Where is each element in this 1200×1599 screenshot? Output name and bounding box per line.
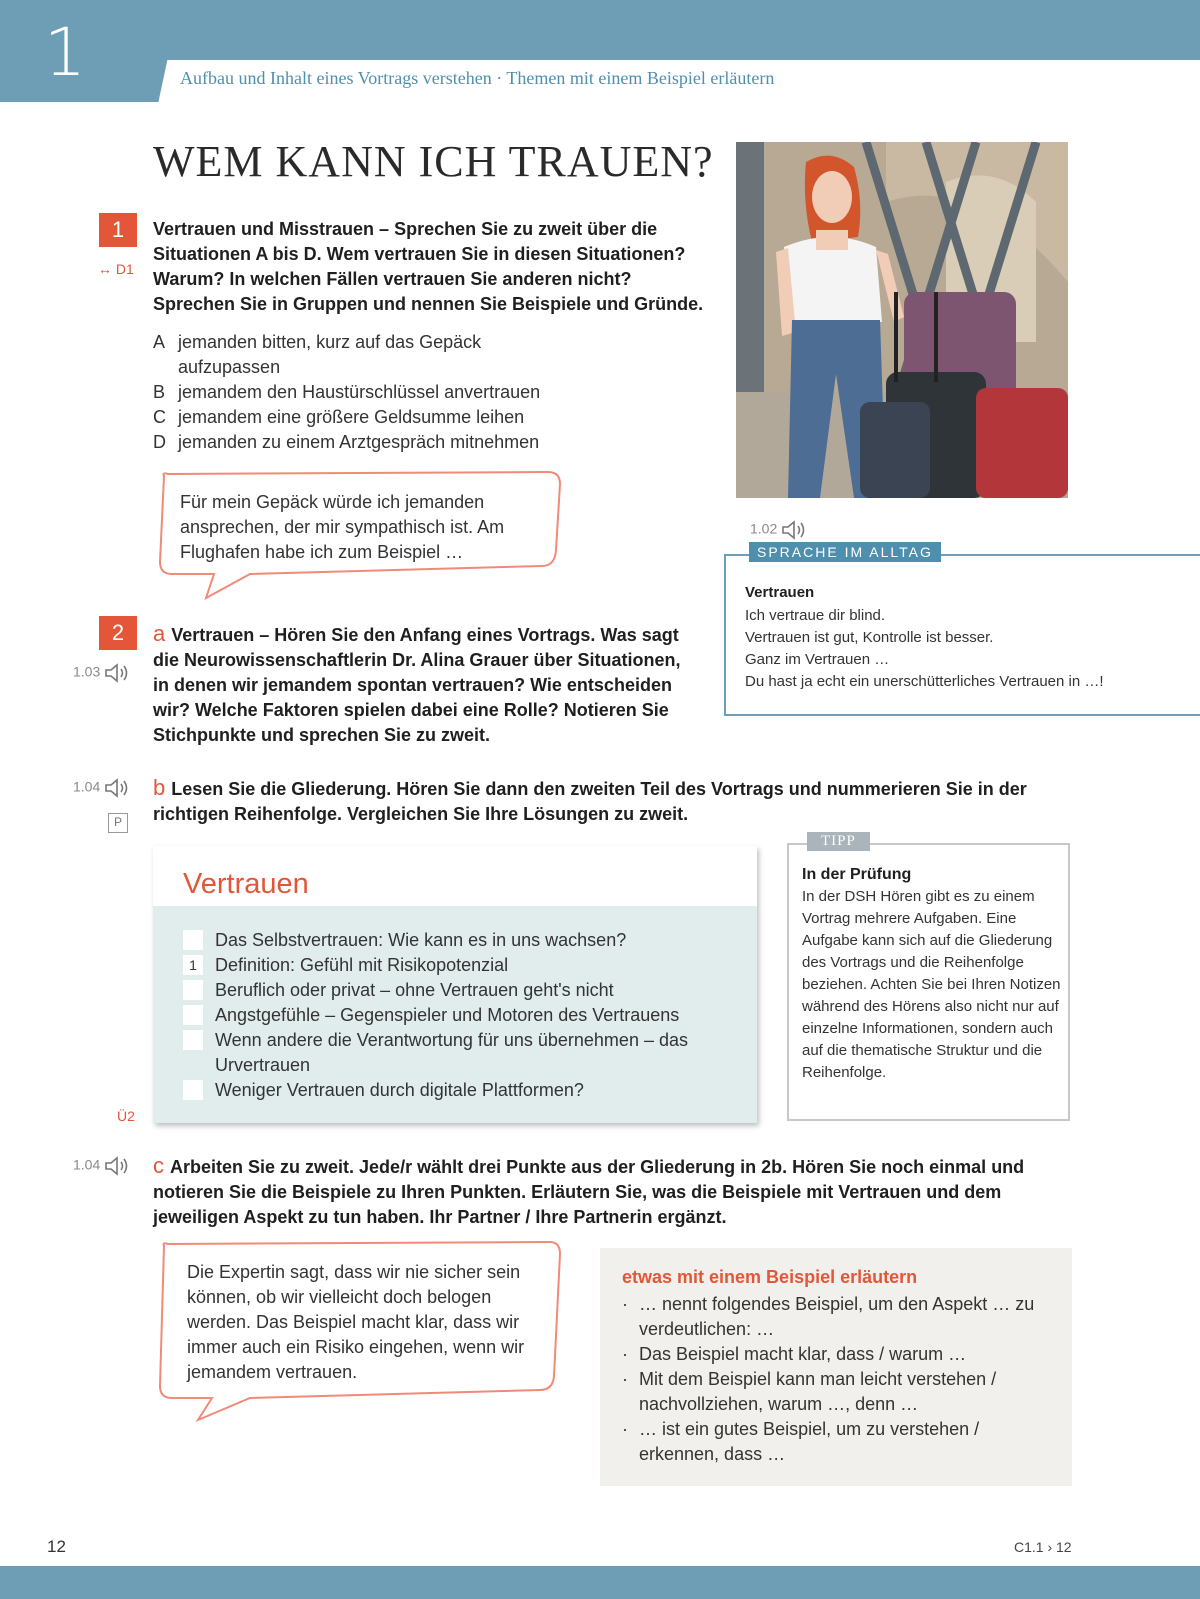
bullet-icon: · [622, 1419, 628, 1439]
gliederung-ref: Ü2 [117, 1108, 135, 1124]
sprache-im-alltag-lines [745, 605, 1104, 693]
list-item [183, 1003, 723, 1028]
audio-code-text: 1.04 [73, 1156, 101, 1173]
task2a-instruction [153, 621, 698, 748]
task2b-instruction [153, 775, 1053, 827]
item-letter: D [153, 432, 166, 452]
list-item [622, 1417, 1047, 1467]
footer-band [0, 1566, 1200, 1599]
item-text: Angstgefühle – Gegenspieler und Motoren des Vertrauens [215, 1005, 680, 1025]
task2-number: 2 [99, 616, 137, 650]
order-checkbox[interactable] [183, 980, 203, 1000]
phrase-line: Ich vertraue dir blind. [745, 607, 886, 624]
item-text: Beruflich oder privat – ohne Vertrauen geht's nicht [215, 980, 614, 1000]
task1-instruction: Vertrauen und Misstrauen – Sprechen Sie zu zweit über die Situationen A bis D. Wem vertrauen Sie in diesen Situationen? Warum? In welchen Fällen vertrauen Sie anderen nicht? Sprechen Sie in Gruppen und nennen Sie Beispiele und Gründe. [153, 219, 704, 314]
tipp-heading: In der Prüfung [802, 866, 912, 883]
redemittel-heading: etwas mit einem Beispiel erläutern [622, 1267, 918, 1287]
order-checkbox[interactable] [183, 1005, 203, 1025]
speaker-icon [104, 1156, 130, 1176]
task-letter: a [153, 621, 166, 646]
sprache-im-alltag-tag: SPRACHE IM ALLTAG [749, 542, 941, 562]
task2c-text: Arbeiten Sie zu zweit. Jede/r wählt drei Punkte aus der Gliederung in 2b. Hören Sie noch einmal und notieren Sie die Beispiele zu Ihren Punkten. Erläutern Sie, was die Beispiele mit Vertrauen und dem jeweiligen Aspekt zu tun haben. Ihr Partner / Ihre Partnerin ergänzt. [153, 1157, 1025, 1227]
task2b-text: Lesen Sie die Gliederung. Hören Sie dann den zweiten Teil des Vortrags und nummerieren Sie in der richtigen Reihenfolge. Vergleichen Sie Ihre Lösungen zu zweit. [153, 779, 1027, 824]
order-checkbox[interactable] [183, 930, 203, 950]
task1-number: 1 [99, 213, 137, 247]
item-text: Das Beispiel macht klar, dass / warum … [639, 1344, 967, 1364]
item-text: Wenn andere die Verantwortung für uns übernehmen – das Urvertrauen [215, 1030, 688, 1075]
phrase-line: Du hast ja echt ein unerschütterliches Vertrauen in …! [745, 673, 1104, 690]
item-text: … ist ein gutes Beispiel, um zu verstehen / erkennen, dass … [639, 1419, 980, 1464]
item-text: Weniger Vertrauen durch digitale Plattformen? [215, 1080, 584, 1100]
page-title: WEM KANN ICH TRAUEN? [153, 137, 714, 186]
item-text: jemanden bitten, kurz auf das Gepäck aufzupassen [178, 332, 482, 377]
phrase-line: Ganz im Vertrauen … [745, 651, 890, 668]
item-text: Mit dem Beispiel kann man leicht verstehen / nachvollziehen, warum …, denn … [639, 1369, 997, 1414]
pruefung-badge: P [108, 813, 128, 833]
audio-track-1-03[interactable] [73, 663, 130, 683]
list-item [622, 1367, 1047, 1417]
chapter-number: 1 [44, 14, 86, 91]
phrase-line: Vertrauen ist gut, Kontrolle ist besser. [745, 629, 994, 646]
page-number: 12 [47, 1537, 66, 1556]
audio-track-1-02[interactable] [750, 520, 807, 540]
list-item [183, 928, 723, 953]
bubble-1-text: Für mein Gepäck würde ich jemanden ansprechen, der mir sympathisch ist. Am Flughafen habe ich zum Beispiel … [180, 492, 505, 562]
item-letter: B [153, 382, 166, 402]
bullet-icon: · [622, 1294, 628, 1314]
item-text: Das Selbstvertrauen: Wie kann es in uns wachsen? [215, 930, 627, 950]
item-text: Definition: Gefühl mit Risikopotenzial [215, 955, 509, 975]
bullet-icon: · [622, 1369, 628, 1389]
list-item [622, 1342, 1047, 1367]
speaker-icon [104, 778, 130, 798]
task1-ref: ↔ D1 [98, 261, 134, 277]
item-letter: C [153, 407, 166, 427]
bullet-icon: · [622, 1344, 628, 1364]
chapter-subtitle: Aufbau und Inhalt eines Vortrags verstehen · Themen mit einem Beispiel erläutern [180, 68, 775, 88]
bubble-2-text: Die Expertin sagt, dass wir nie sicher sein können, ob wir vielleicht doch belogen werden. Das Beispiel macht klar, dass wir immer auch ein Risiko eingehen, wenn wir jemandem vertrauen. [187, 1262, 525, 1382]
item-text: jemandem eine größere Geldsumme leihen [178, 407, 525, 427]
gliederung-title: Vertrauen [183, 868, 309, 900]
sprache-im-alltag-heading: Vertrauen [745, 584, 815, 601]
item-text: … nennt folgendes Beispiel, um den Aspekt … zu verdeutlichen: … [639, 1294, 1035, 1339]
order-checkbox[interactable]: 1 [183, 955, 203, 975]
audio-code-text: 1.03 [73, 663, 101, 680]
gliederung-list [183, 928, 723, 1103]
list-item [153, 330, 573, 380]
task1-list [153, 330, 573, 455]
speaker-icon [781, 520, 807, 540]
redemittel-list [622, 1292, 1047, 1467]
audio-track-1-04[interactable] [73, 778, 130, 798]
order-checkbox[interactable] [183, 1030, 203, 1050]
task2c-instruction [153, 1153, 1053, 1230]
task-letter: c [153, 1153, 164, 1178]
list-item [153, 380, 573, 405]
list-item [183, 978, 723, 1003]
audio-code-text: 1.02 [750, 520, 778, 537]
item-letter: A [153, 332, 166, 352]
list-item [153, 430, 573, 455]
photo-woman-with-luggage [736, 142, 1068, 498]
tipp-text: In der DSH Hören gibt es zu einem Vortrag mehrere Aufgaben. Eine Aufgabe kann sich auf die Gliederung des Vortrags und die Reihenfolge beziehen. Achten Sie bei Ihren Notizen während des Hörens also nicht nur auf einzelne Informationen, sondern auch auf die thematische Struktur und die Reihenfolge. [802, 888, 1061, 1081]
list-item [183, 1028, 723, 1078]
item-text: jemanden zu einem Arztgespräch mitnehmen [178, 432, 540, 452]
tipp-tag: TIPP [807, 832, 870, 851]
order-checkbox[interactable] [183, 1080, 203, 1100]
item-text: jemandem den Haustürschlüssel anvertrauen [178, 382, 541, 402]
list-item [153, 405, 573, 430]
level-reference: C1.1 › 12 [1014, 1539, 1072, 1555]
audio-track-1-04-repeat[interactable] [73, 1156, 130, 1176]
speaker-icon [104, 663, 130, 683]
audio-code-text: 1.04 [73, 778, 101, 795]
task2a-text: Vertrauen – Hören Sie den Anfang eines Vortrags. Was sagt die Neurowissenschaftlerin Dr. Alina Grauer über Situationen, in denen wir jemandem spontan vertrauen? Wie entscheiden wir? Welche Faktoren spielen dabei eine Rolle? Notieren Sie Stichpunkte und sprechen Sie zu zweit. [153, 625, 681, 745]
list-item [183, 953, 723, 978]
task-letter: b [153, 775, 166, 800]
list-item [183, 1078, 723, 1103]
list-item [622, 1292, 1047, 1342]
